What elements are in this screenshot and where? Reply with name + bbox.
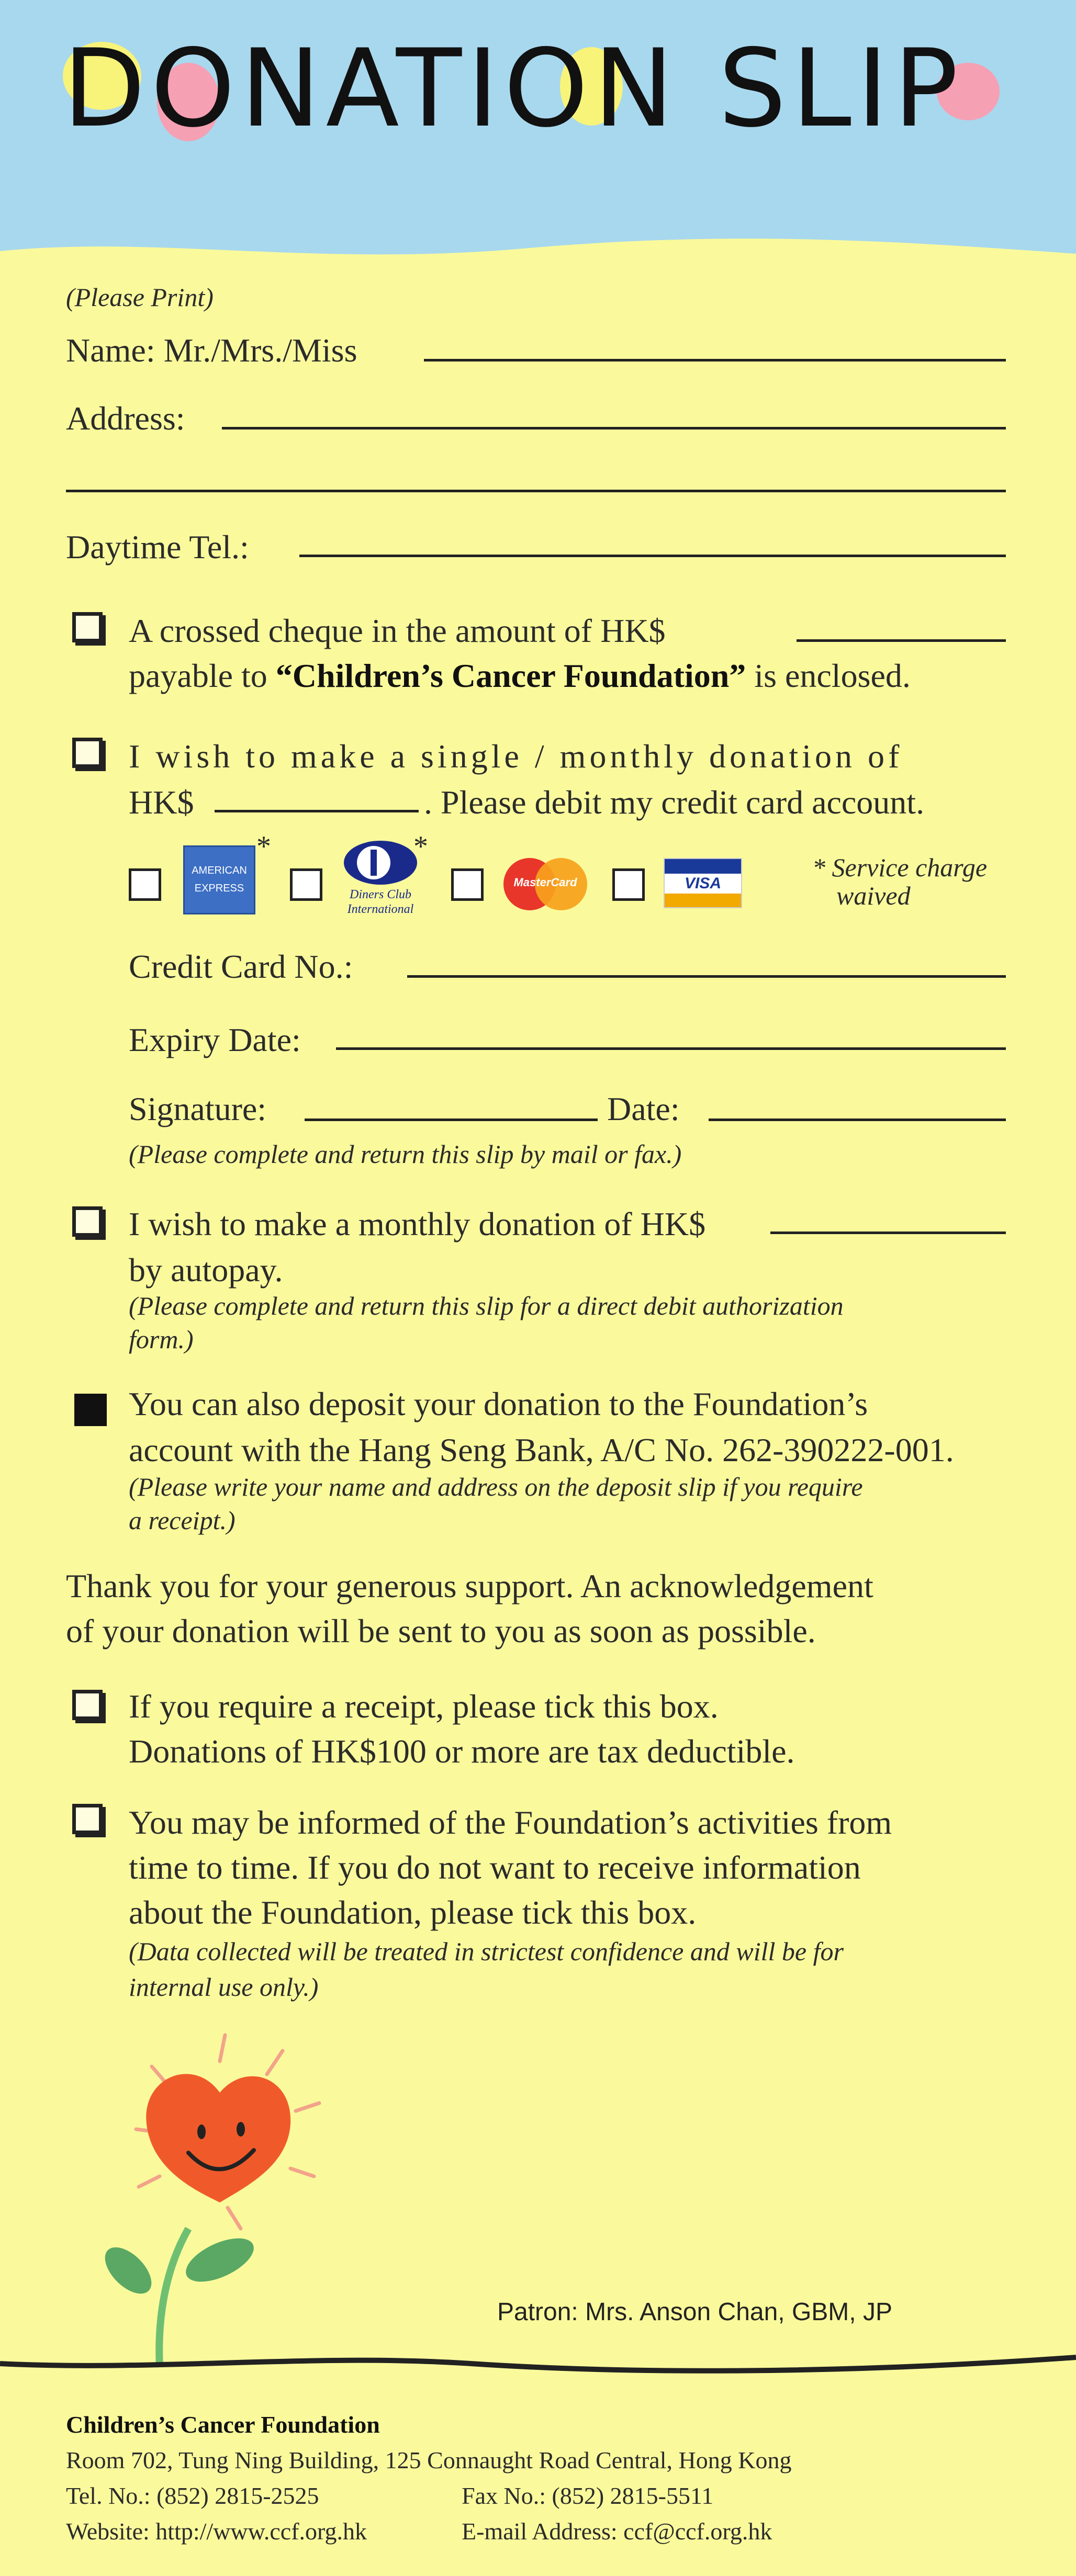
footer-fax: Fax No.: (852) 2815-5511 xyxy=(462,2482,714,2509)
cheque-payee: “Children’s Cancer Foundation” xyxy=(275,657,746,694)
flower-heart-face xyxy=(146,2074,290,2202)
service-charge-note-2: waived xyxy=(836,881,911,910)
info-opt-out-checkbox[interactable] xyxy=(72,1804,103,1834)
bank-bullet xyxy=(74,1394,107,1426)
bank-line1: You can also deposit your donation to the Foundation’s xyxy=(129,1385,868,1422)
mail-fax-note: (Please complete and return this slip by mail or fax.) xyxy=(129,1139,682,1169)
header-banner xyxy=(0,0,1076,262)
flower-illustration xyxy=(89,2019,403,2375)
visa-band-gold xyxy=(665,894,741,907)
credit-card-no-label: Credit Card No.: xyxy=(129,948,353,985)
autopay-amount-field[interactable] xyxy=(770,1231,1006,1234)
footer-wave-divider xyxy=(0,2348,1076,2379)
credit-amount-field[interactable] xyxy=(215,810,419,812)
visa-checkbox[interactable] xyxy=(612,868,645,901)
info-note-1: (Data collected will be treated in strictest confidence and will be for xyxy=(129,1937,844,1966)
autopay-checkbox[interactable] xyxy=(72,1206,103,1237)
diners-checkbox[interactable] xyxy=(290,868,322,901)
bank-line2: account with the Hang Seng Bank, A/C No. 262-390222-001. xyxy=(129,1431,954,1468)
name-field[interactable] xyxy=(424,359,1006,361)
address-field-line1[interactable] xyxy=(222,427,1006,430)
diners-logo xyxy=(341,839,420,918)
amex-checkbox[interactable] xyxy=(129,868,161,901)
cheque-line1: A crossed cheque in the amount of HK$ xyxy=(129,612,666,649)
footer-website[interactable]: Website: http://www.ccf.org.hk xyxy=(66,2518,367,2545)
address-field-line2[interactable] xyxy=(66,490,1006,492)
info-line2: time to time. If you do not want to receive information xyxy=(129,1849,861,1886)
info-note-2: internal use only.) xyxy=(129,1972,319,2002)
footer-tel: Tel. No.: (852) 2815-2525 xyxy=(66,2482,319,2509)
receipt-line2: Donations of HK$100 or more are tax deductible. xyxy=(129,1733,795,1770)
footer-email[interactable]: E-mail Address: ccf@ccf.org.hk xyxy=(462,2518,772,2545)
cheque-line2-post: is enclosed. xyxy=(746,657,911,694)
bank-note-2: a receipt.) xyxy=(129,1506,236,1535)
mastercard-logo-text: MasterCard xyxy=(513,876,577,889)
diners-logo-text: Diners Club International xyxy=(347,888,414,916)
daytime-tel-label: Daytime Tel.: xyxy=(66,528,249,566)
info-line1: You may be informed of the Foundation’s activities from xyxy=(129,1804,892,1841)
thanks-line1: Thank you for your generous support. An acknowledgement xyxy=(66,1567,873,1605)
service-charge-note-1: * Service charge xyxy=(812,853,988,882)
date-field[interactable] xyxy=(709,1118,1006,1121)
bank-note-1: (Please write your name and address on the deposit slip if you require xyxy=(129,1472,863,1501)
signature-field[interactable] xyxy=(305,1118,598,1121)
flower-stem xyxy=(159,2229,188,2367)
flower-leaf-right xyxy=(180,2229,260,2290)
info-line3: about the Foundation, please tick this box. xyxy=(129,1894,697,1931)
amex-logo-text: AMERICAN EXPRESS xyxy=(192,865,247,894)
name-label: Name: Mr./Mrs./Miss xyxy=(66,332,357,369)
daytime-tel-field[interactable] xyxy=(299,555,1006,557)
please-print-note: (Please Print) xyxy=(66,283,214,312)
thanks-line2: of your donation will be sent to you as soon as possible. xyxy=(66,1612,816,1649)
visa-band-blue xyxy=(665,859,741,874)
autopay-line1: I wish to make a monthly donation of HK$ xyxy=(129,1205,706,1242)
mastercard-logo xyxy=(503,858,587,910)
receipt-checkbox[interactable] xyxy=(72,1690,103,1720)
credit-card-no-field[interactable] xyxy=(407,975,1006,978)
credit-card-checkbox[interactable] xyxy=(72,738,103,768)
patron-text: Patron: Mrs. Anson Chan, GBM, JP xyxy=(497,2298,892,2326)
footer-org: Children’s Cancer Foundation xyxy=(66,2411,380,2438)
receipt-line1: If you require a receipt, please tick this box. xyxy=(129,1688,719,1725)
amex-logo xyxy=(183,845,255,914)
cheque-amount-field[interactable] xyxy=(797,639,1006,642)
date-label: Date: xyxy=(607,1090,680,1127)
cheque-line2 xyxy=(129,653,911,699)
diners-star: * xyxy=(413,830,428,863)
amex-star: * xyxy=(256,830,271,863)
page-title: DONATION SLIP xyxy=(63,27,963,151)
signature-label: Signature: xyxy=(129,1090,267,1127)
autopay-line2: by autopay. xyxy=(129,1251,283,1289)
expiry-label: Expiry Date: xyxy=(129,1021,301,1058)
expiry-field[interactable] xyxy=(336,1047,1006,1050)
visa-logo xyxy=(664,858,742,908)
header-wave xyxy=(0,230,1076,272)
credit-hk-label: HK$ xyxy=(129,784,194,821)
visa-logo-text: VISA xyxy=(684,875,722,892)
autopay-note-1: (Please complete and return this slip for a direct debit authorization xyxy=(129,1291,844,1320)
cheque-line2-pre: payable to xyxy=(129,657,276,694)
cheque-checkbox[interactable] xyxy=(72,612,103,642)
flower-leaf-left xyxy=(97,2239,160,2302)
footer-address: Room 702, Tung Ning Building, 125 Connaught Road Central, Hong Kong xyxy=(66,2447,792,2473)
flower-eye-left xyxy=(197,2125,206,2139)
credit-line2-post: . Please debit my credit card account. xyxy=(424,784,925,821)
diners-logo-mark xyxy=(341,839,420,886)
address-label: Address: xyxy=(66,400,185,437)
autopay-note-2: form.) xyxy=(129,1325,194,1354)
credit-line1: I wish to make a single / monthly donation of xyxy=(129,738,903,775)
flower-eye-right xyxy=(237,2122,245,2137)
mastercard-checkbox[interactable] xyxy=(451,868,484,901)
